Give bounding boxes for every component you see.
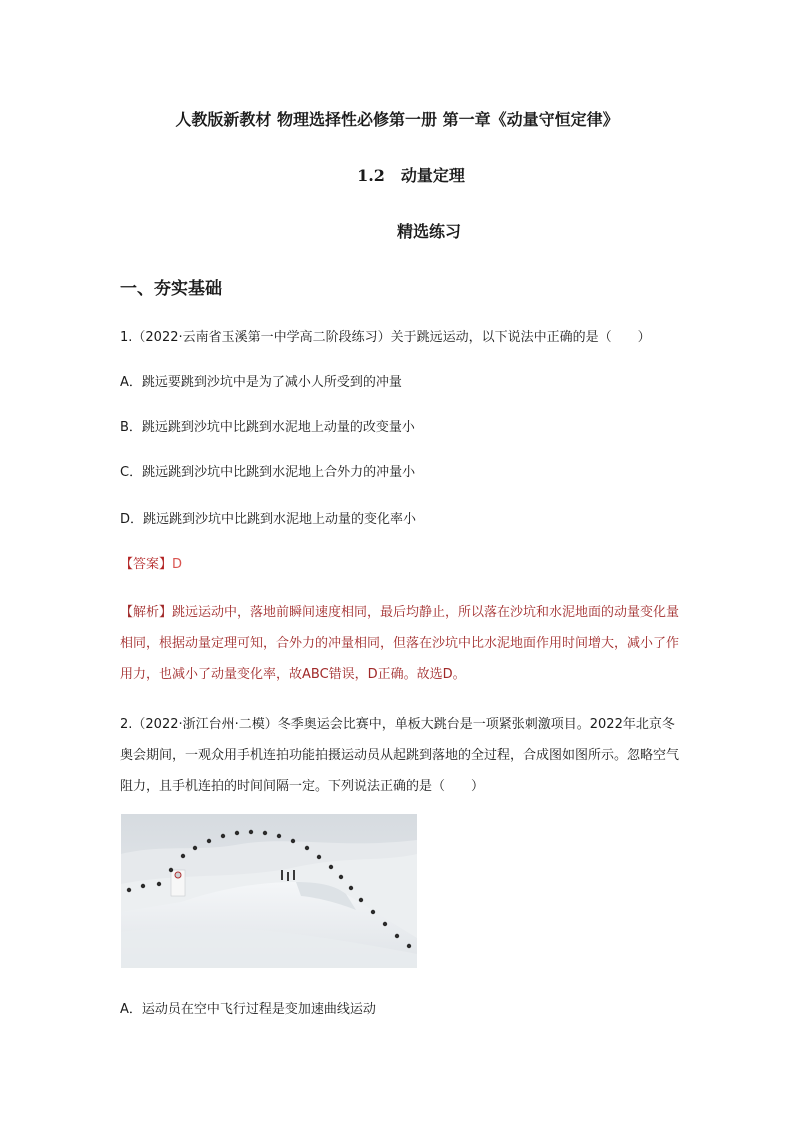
question-1-answer xyxy=(120,553,182,572)
question-1-option-b: B．跳远跳到沙坑中比跳到水泥地上动量的改变量小 xyxy=(120,420,415,435)
question-1-option-a: A．跳远要跳到沙坑中是为了减小人所受到的冲量 xyxy=(120,375,402,390)
question-1-option-d: D．跳远跳到沙坑中比跳到水泥地上动量的变化率小 xyxy=(120,512,417,527)
answer-tag: 【答案】 xyxy=(120,557,173,572)
answer-value: D xyxy=(172,557,183,572)
question-2-stem: 2.（2022·浙江台州·二模）冬季奥运会比赛中，单板大跳台是一项紧张刺激项目。2022年北京冬奥会期间，一观众用手机连拍功能拍摄运动员从起跳到落地的全过程，合成图如图所示。忽略空气阻力，且手机连拍的时间间隔一定。下列说法正确的是（ ） xyxy=(120,717,680,794)
lesson-title: 1.2 动量定理 xyxy=(357,166,465,185)
section-heading: 一、夯实基础 xyxy=(120,279,222,299)
subtitle: 精选练习 xyxy=(396,222,461,241)
doc-title: 人教版新教材 物理选择性必修第一册 第一章《动量守恒定律》 xyxy=(175,110,619,129)
question-1-stem: 1.（2022·云南省玉溪第一中学高二阶段练习）关于跳远运动，以下说法中正确的是（ ） xyxy=(120,330,651,345)
snowboard-jump-photo xyxy=(121,814,417,968)
question-1-option-c: C．跳远跳到沙坑中比跳到水泥地上合外力的冲量小 xyxy=(120,465,416,480)
analysis-tag: 【解析】 xyxy=(120,605,173,620)
question-2-option-a: A．运动员在空中飞行过程是变加速曲线运动 xyxy=(120,1002,376,1017)
question-1-analysis xyxy=(120,597,680,690)
analysis-text: 跳远运动中，落地前瞬间速度相同，最后均静止，所以落在沙坑和水泥地面的动量变化量相同，根据动量定理可知，合外力的冲量相同，但落在沙坑中比水泥地面作用时间增大，减小了作用力，也减小了动量变化率，故ABC错误，D正确。故选D。 xyxy=(120,605,680,682)
snowboard-photo-illustration xyxy=(121,814,417,968)
